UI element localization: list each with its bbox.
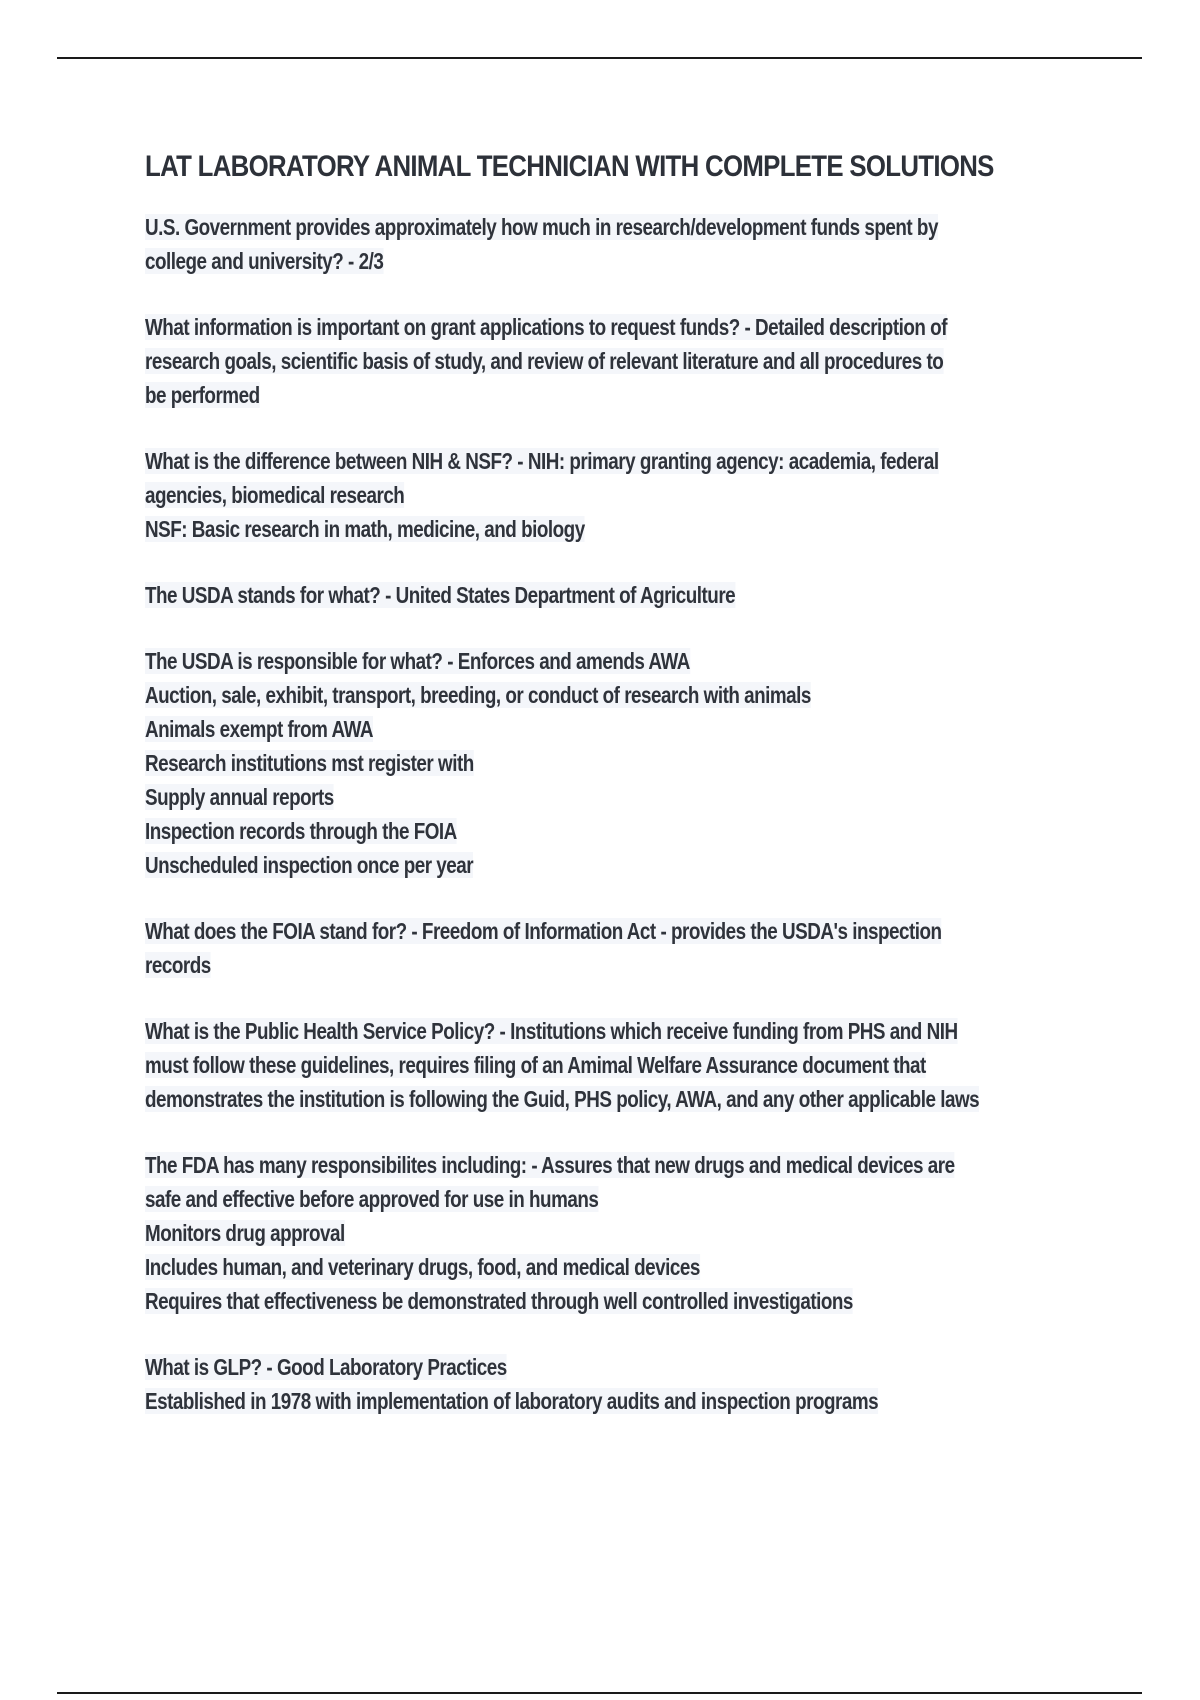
qa-line: Established in 1978 with implementation of laboratory audits and inspection programs: [145, 1388, 879, 1414]
qa-line: Auction, sale, exhibit, transport, breeding, or conduct of research with animals: [145, 682, 811, 708]
qa-line: agencies, biomedical research: [145, 482, 405, 508]
bottom-rule: [57, 1692, 1142, 1694]
qa-entry-8: [145, 1148, 1085, 1318]
qa-line: The USDA is responsible for what? - Enforces and amends AWA: [145, 648, 690, 674]
qa-entry-5: [145, 644, 1085, 882]
qa-line: demonstrates the institution is following the Guid, PHS policy, AWA, and any other applicable laws: [145, 1086, 980, 1112]
qa-line: The FDA has many responsibilites including: - Assures that new drugs and medical devices are: [145, 1152, 955, 1178]
qa-entry-4: [145, 578, 1085, 612]
qa-line: Unscheduled inspection once per year: [145, 852, 474, 878]
qa-line: Research institutions mst register with: [145, 750, 474, 776]
qa-line: What does the FOIA stand for? - Freedom of Information Act - provides the USDA's inspection: [145, 918, 942, 944]
qa-line: What is the difference between NIH & NSF? - NIH: primary granting agency: academia, federal: [145, 448, 939, 474]
qa-entry-3: [145, 444, 1085, 546]
qa-line: Animals exempt from AWA: [145, 716, 373, 742]
qa-entry-1: [145, 210, 1085, 278]
document-body: [145, 148, 1085, 1450]
qa-line: The USDA stands for what? - United States Department of Agriculture: [145, 582, 736, 608]
qa-line: Monitors drug approval: [145, 1220, 345, 1246]
qa-line: What is the Public Health Service Policy? - Institutions which receive funding from PHS and NIH: [145, 1018, 958, 1044]
qa-entry-2: [145, 310, 1085, 412]
qa-line: college and university? - 2/3: [145, 248, 384, 274]
qa-line: safe and effective before approved for use in humans: [145, 1186, 599, 1212]
qa-entry-6: [145, 914, 1085, 982]
qa-line: Supply annual reports: [145, 784, 334, 810]
qa-line: What is GLP? - Good Laboratory Practices: [145, 1354, 507, 1380]
qa-line: NSF: Basic research in math, medicine, and biology: [145, 516, 585, 542]
qa-line: research goals, scientific basis of study, and review of relevant literature and all procedures to: [145, 348, 944, 374]
qa-line: What information is important on grant applications to request funds? - Detailed description of: [145, 314, 947, 340]
qa-line: Requires that effectiveness be demonstrated through well controlled investigations: [145, 1288, 853, 1314]
qa-line: U.S. Government provides approximately how much in research/development funds spent by: [145, 214, 938, 240]
qa-entry-9: [145, 1350, 1085, 1418]
document-title: LAT LABORATORY ANIMAL TECHNICIAN WITH COMPLETE SOLUTIONS: [145, 150, 994, 183]
qa-line: Includes human, and veterinary drugs, food, and medical devices: [145, 1254, 700, 1280]
qa-entry-7: [145, 1014, 1085, 1116]
qa-line: be performed: [145, 382, 260, 408]
top-rule: [57, 57, 1142, 59]
qa-line: must follow these guidelines, requires filing of an Amimal Welfare Assurance document that: [145, 1052, 926, 1078]
qa-line: Inspection records through the FOIA: [145, 818, 457, 844]
qa-line: records: [145, 952, 211, 978]
